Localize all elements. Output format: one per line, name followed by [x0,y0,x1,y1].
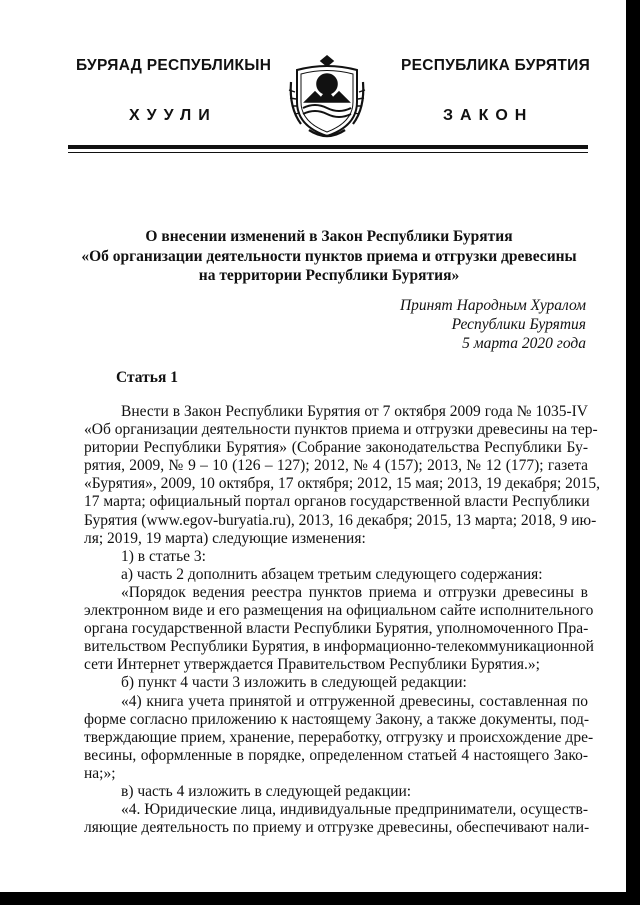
body-line: рятия, 2009, № 9 – 10 (126 – 127); 2012, № 4 (157); 2013, № 12 (177); газета [84,457,588,475]
header-republic-russian: РЕСПУБЛИКА БУРЯТИЯ [401,57,591,74]
law-title-line: «Об организации деятельности пунктов приема и отгрузки древесины [81,247,577,265]
adoption-line: Республики Бурятия [451,316,586,333]
header-republic-buryat: БУРЯАД РЕСПУБЛИКЫН [76,57,272,74]
body-line: Бурятия (www.egov-buryatia.ru), 2013, 16 декабря; 2015, 13 марта; 2018, 9 ию- [84,511,597,529]
body-line: 17 марта; официальный портал органов государственной власти Республики [84,493,590,511]
body-line: «4. Юридические лица, индивидуальные предприниматели, осуществ- [121,801,589,819]
body-line: «Порядок ведения реестра пунктов приема и отгрузки древесины в [121,583,588,601]
body-line: б) пункт 4 части 3 изложить в следующей редакции: [121,674,467,692]
header-rule-thick [68,145,588,149]
header-law-buryat: ХУУЛИ [129,107,217,124]
body-line: «Об организации деятельности пунктов приема и отгрузки древесины на тер- [84,421,598,439]
law-title [70,227,588,286]
body-line: Внести в Закон Республики Бурятия от 7 октября 2009 года № 1035-IV [121,403,588,420]
law-title-line: О внесении изменений в Закон Республики Бурятия [145,228,513,245]
body-line: форме согласно приложению к настоящему Закону, а также документы, под- [84,710,590,728]
body-line: ля; 2019, 19 марта) следующие изменения: [84,529,366,547]
scan-edge-bottom [0,892,640,905]
adoption-line: Принят Народным Хуралом [399,297,586,314]
header-rule-thin [68,152,588,153]
body-line: на;»; [84,764,116,782]
body-line: весины, оформленные в порядке, определенном статьей 4 настоящего Зако- [84,746,588,764]
body-line: 1) в статье 3: [121,547,206,565]
adoption-date: 5 марта 2020 года [462,335,586,352]
body-line: сети Интернет утверждается Правительством Республики Бурятия.»; [84,656,540,674]
header-law-russian: ЗАКОН [443,107,534,124]
coat-of-arms-icon [287,52,367,140]
body-line: электронном виде и его размещения на официальном сайте исполнительного [84,602,594,620]
adoption-note [400,296,586,353]
law-title-line: на территории Республики Бурятия» [198,267,460,284]
scan-edge-right [626,0,640,892]
body-line: ритории Республики Бурятия» (Собрание законодательства Республики Бу- [84,439,588,457]
body-line: тверждающие прием, хранение, переработку, отгрузку и происхождение дре- [84,728,594,746]
body-line: «4) книга учета принятой и отгруженной древесины, составленная по [121,692,588,710]
body-line: «Бурятия», 2009, 10 октября, 17 октября; 2012, 15 мая; 2013, 19 декабря; 2015, [84,475,601,493]
body-line: органа государственной власти Республики Бурятия, уполномоченного Пра- [84,620,589,638]
body-line: вительством Республики Бурятия, в информационно-телекоммуникационной [84,638,594,656]
article-heading: Статья 1 [116,369,178,386]
body-line: в) часть 4 изложить в следующей редакции: [121,782,412,800]
body-line: а) часть 2 дополнить абзацем третьим следующего содержания: [121,565,543,583]
article-body [84,403,601,837]
body-line: ляющие деятельность по приему и отгрузке древесины, обеспечивают нали- [84,819,590,837]
